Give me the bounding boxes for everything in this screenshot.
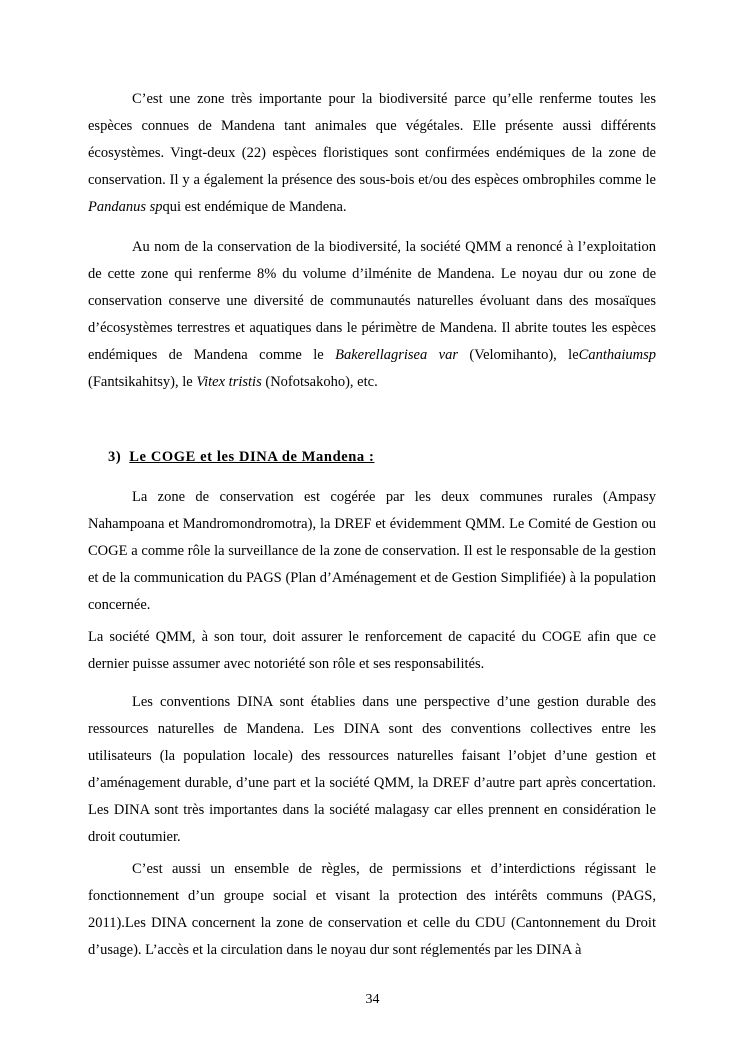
section-title: Le COGE et les DINA de Mandena : — [129, 449, 375, 465]
section-number: 3) — [108, 449, 122, 465]
paragraph-2-text-d: (Nofotsakoho), etc. — [261, 374, 378, 390]
paragraph-1-text: C’est une zone très importante pour la biodiversité parce qu’elle renferme toutes les espèces connues de Mandena tant animales que végétales. Elle présente aussi différents écosystèmes. Vingt-deux (22) espèces floristiques sont confirmées endémiques de la zone de conservation. Il y a également la présence des sous-bois et/ou des espèces ombrophiles comme le — [88, 91, 656, 188]
paragraph-2-text-b: (Velomihanto), le — [457, 347, 579, 363]
paragraph-2-text-c: (Fantsikahitsy), le — [88, 374, 197, 390]
paragraph-4: La société QMM, à son tour, doit assurer le renforcement de capacité du COGE afin que ce dernier puisse assumer avec notoriété son rôle et ses responsabilités. — [88, 629, 656, 672]
paragraph-6: C’est aussi un ensemble de règles, de permissions et d’interdictions régissant le fonctionnement d’un groupe social et visant la protection des intérêts communs (PAGS, 2011).Les DINA concernent la zone de conservation et celle du CDU (Cantonnement du Droit d’usage). L’accès et la circulation dans le noyau dur sont réglementés par les DINA à — [88, 861, 656, 958]
species-name-vitex: Vitex tristis — [196, 374, 262, 390]
paragraph-1-text-end: qui est endémique de Mandena. — [162, 199, 347, 215]
species-name-canthaium: Canthaiumsp — [578, 347, 656, 363]
paragraph-3: La zone de conservation est cogérée par les deux communes rurales (Ampasy Nahampoana et Mandromondromotra), la DREF et évidemment QMM. Le Comité de Gestion ou COGE a comme rôle la surveillance de la zone de conservation. Il est le responsable de la gestion et de la communication du PAGS (Plan d’Aménagement et de Gestion Simplifiée) à la population concernée. — [88, 489, 656, 613]
paragraph-5: Les conventions DINA sont établies dans une perspective d’une gestion durable des ressources naturelles de Mandena. Les DINA sont des conventions collectives entre les utilisateurs (la population locale) des ressources naturelles faisant l’objet d’une gestion et d’aménagement durable, d’une part et la société QMM, la DREF d’autre part après concertation. Les DINA sont très importantes dans la société malagasy car elles prennent en considération le droit coutumier. — [88, 694, 656, 845]
species-name-bakerella: Bakerellagrisea var — [335, 347, 458, 363]
paragraph-2 — [88, 234, 656, 396]
section-heading — [108, 449, 374, 466]
paragraph-2-text: Au nom de la conservation de la biodiversité, la société QMM a renoncé à l’exploitation de cette zone qui renferme 8% du volume d’ilménite de Mandena. Le noyau dur ou zone de conservation conserve une diversité de communautés naturelles évoluant dans des mosaïques d’écosystèmes terrestres et aquatiques dans le périmètre de Mandena. Il abrite toutes les espèces endémiques de Mandena comme le — [88, 239, 656, 363]
paragraph-1 — [88, 86, 656, 221]
species-name-pandanus: Pandanus sp — [88, 199, 163, 215]
page-number: 34 — [365, 992, 380, 1007]
